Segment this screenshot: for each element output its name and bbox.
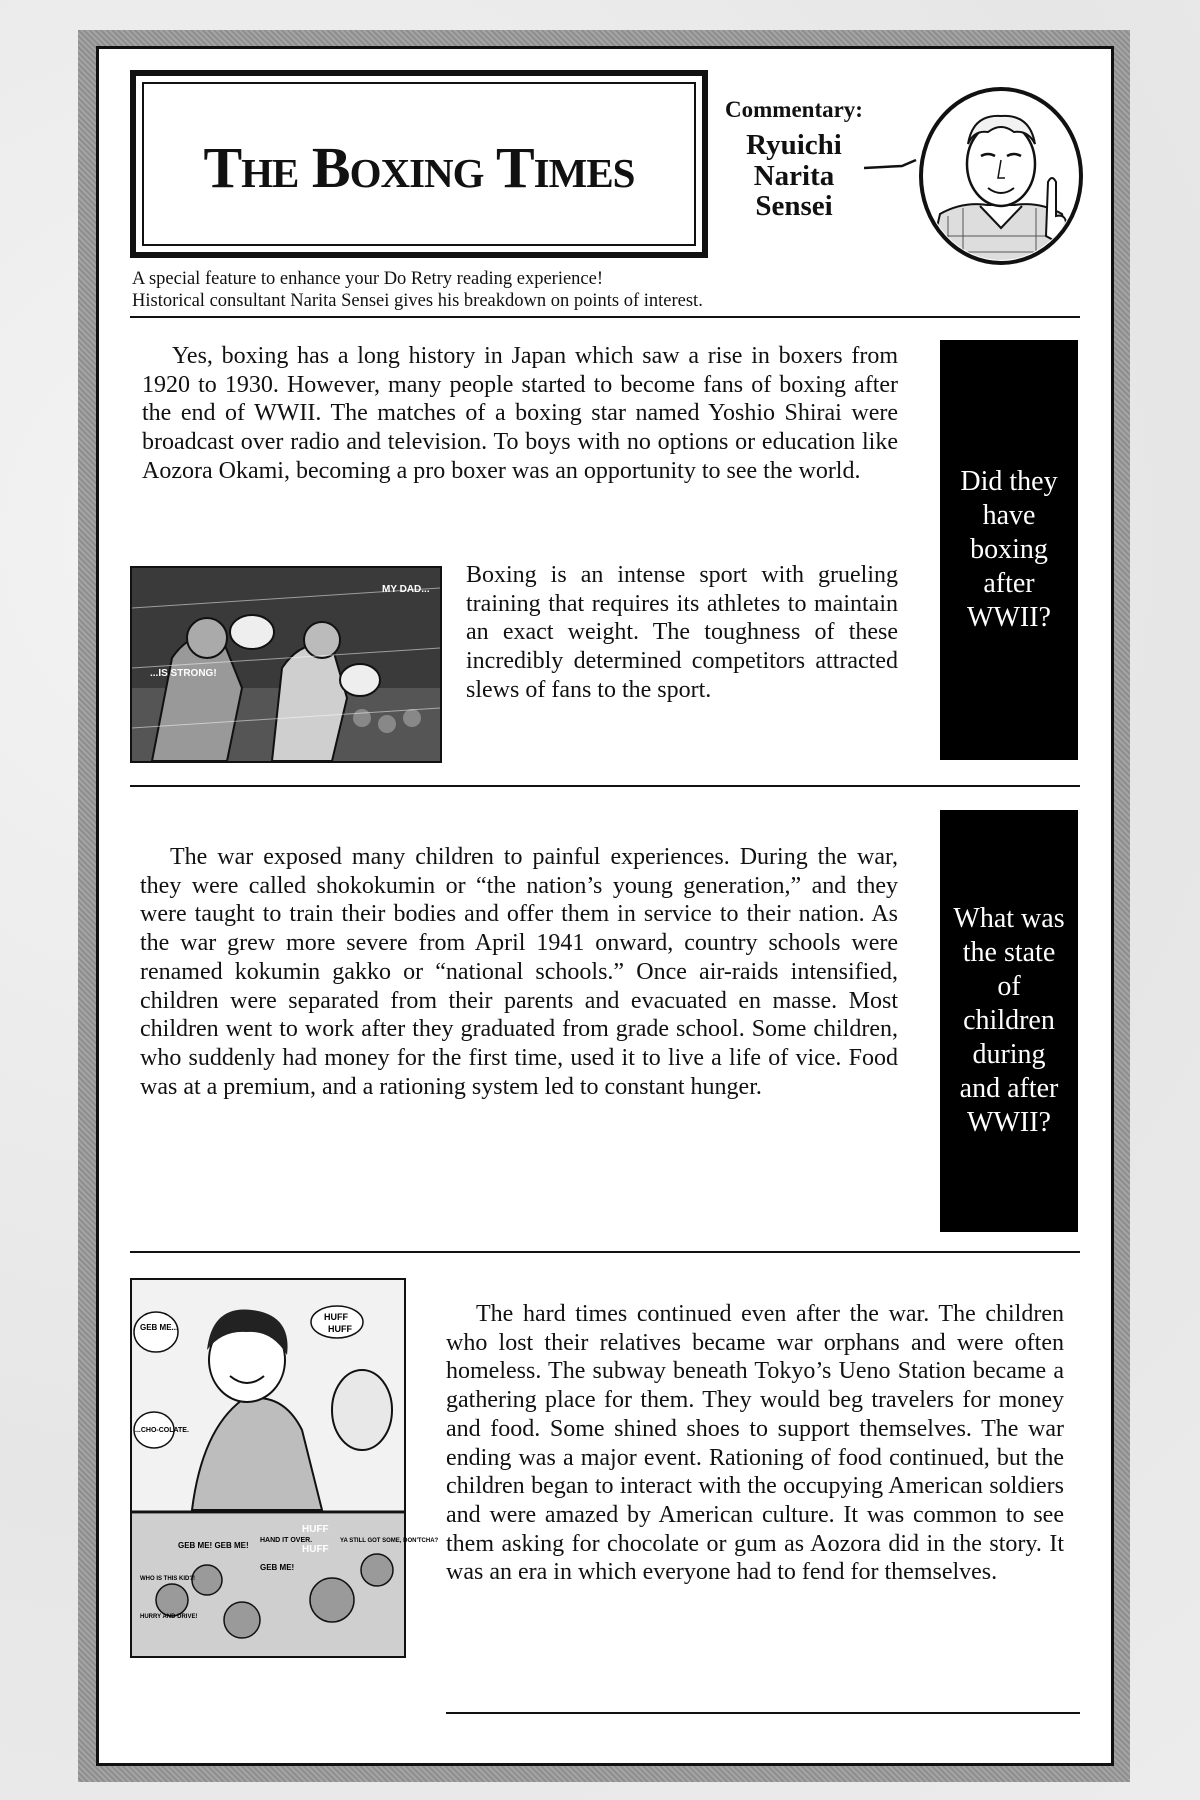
section1-paragraph-1-text: Yes, boxing has a long history in Japan which saw a rise in boxers from 1920 to 1930. However, many people started to become fans of boxing after the end of WWII. The matches of a boxing star named Yoshio Shirai were broadcast over radio and television. To boys with no options or education like Aozora Okami, becoming a pro boxer was an opportunity to see the world. <box>142 343 898 484</box>
boxing-illustration <box>132 568 440 761</box>
bubble-hurry-and-drive: HURRY AND DRIVE! <box>140 1614 198 1620</box>
section2-paragraph <box>140 843 898 1101</box>
bubble-hand-it-over: HAND IT OVER. <box>260 1537 313 1544</box>
panel-bubble-my-dad: MY DAD... <box>382 584 430 595</box>
section1-paragraph-2 <box>466 561 898 705</box>
section3-paragraph <box>446 1300 1064 1587</box>
section3-paragraph-text: The hard times continued even after the war. The children who lost their relatives became war orphans and were often homeless. The subway beneath Tokyo’s Ueno Station became a gathering place for them. They would beg travelers for money and food. Some shined shoes to support themselves. The war ending was a major event. Rationing of food continued, but the children began to interact with the occupying American soldiers and were amazed by American culture. It was common to see them asking for chocolate or gum as Aozora did in the story. It was an era in which everyone had to fend for themselves. <box>446 1301 1064 1586</box>
commentator-portrait <box>918 86 1084 266</box>
commentary-block <box>712 98 876 221</box>
masthead <box>130 70 708 258</box>
bubble-huff-2: HUFF <box>328 1324 352 1334</box>
bubble-ya-still: YA STILL GOT SOME, DON'TCHA? <box>340 1538 439 1544</box>
pointer-arrow-icon <box>862 156 918 176</box>
commentator-name: Ryuichi Narita Sensei <box>746 129 842 223</box>
bubble-huff-4: HUFF <box>302 1544 329 1555</box>
orphan-illustration <box>132 1280 439 1656</box>
bubble-geb-me-2: GEB ME! GEB ME! <box>178 1541 249 1550</box>
section1-paragraph-2-text: Boxing is an intense sport with grueling training that requires its athletes to maintain an exact weight. The toughness of these incredibly determined competitors attracted slews of fans to the sport. <box>466 562 898 703</box>
page-title: The Boxing Times <box>203 134 635 200</box>
bubble-huff-3: HUFF <box>302 1524 329 1535</box>
section1-paragraph-1 <box>142 342 898 486</box>
divider-top <box>130 316 1080 318</box>
panel-bubble-is-strong: ...IS STRONG! <box>150 668 217 679</box>
bubble-who-is-this-kid: WHO IS THIS KID?! <box>140 1576 195 1582</box>
question-2-text: What was the state of children during and after WWII? <box>953 903 1065 1138</box>
bubble-geb-me-3: GEB ME! <box>260 1563 295 1572</box>
question-box-1 <box>940 340 1078 760</box>
masthead-inner <box>142 82 696 246</box>
subtitle <box>132 268 992 312</box>
divider-bottom <box>446 1712 1080 1714</box>
question-box-2 <box>940 810 1078 1232</box>
section2-paragraph-text: The war exposed many children to painful experiences. During the war, they were called shokokumin or “the nation’s young generation,” and they were taught to train their bodies and offer them in service to their nation. As the war grew more severe from April 1941 onward, country schools were renamed kokumin gakko or “national schools.” Once air-raids intensified, children were separated from their parents and evacuated en masse. Most children went to work after they graduated from grade school. Some children, who suddenly had money for the first time, used it to live a life of vice. Food was at a premium, and a rationing system led to constant hunger. <box>140 844 898 1100</box>
divider-1 <box>130 785 1080 787</box>
subtitle-line-2: Historical consultant Narita Sensei gives his breakdown on points of interest. <box>132 291 703 311</box>
boxing-manga-panel <box>130 566 442 763</box>
question-1-text: Did they have boxing after WWII? <box>960 466 1058 633</box>
commentary-label: Commentary: <box>725 97 863 122</box>
divider-2 <box>130 1251 1080 1253</box>
subtitle-line-1: A special feature to enhance your Do Retry reading experience! <box>132 269 604 289</box>
orphan-manga-panel <box>130 1278 439 1658</box>
bubble-geb-me: GEB ME... <box>140 1323 179 1332</box>
bubble-chocolate: ...CHO-COLATE. <box>135 1427 189 1434</box>
bubble-huff-1: HUFF <box>324 1312 348 1322</box>
